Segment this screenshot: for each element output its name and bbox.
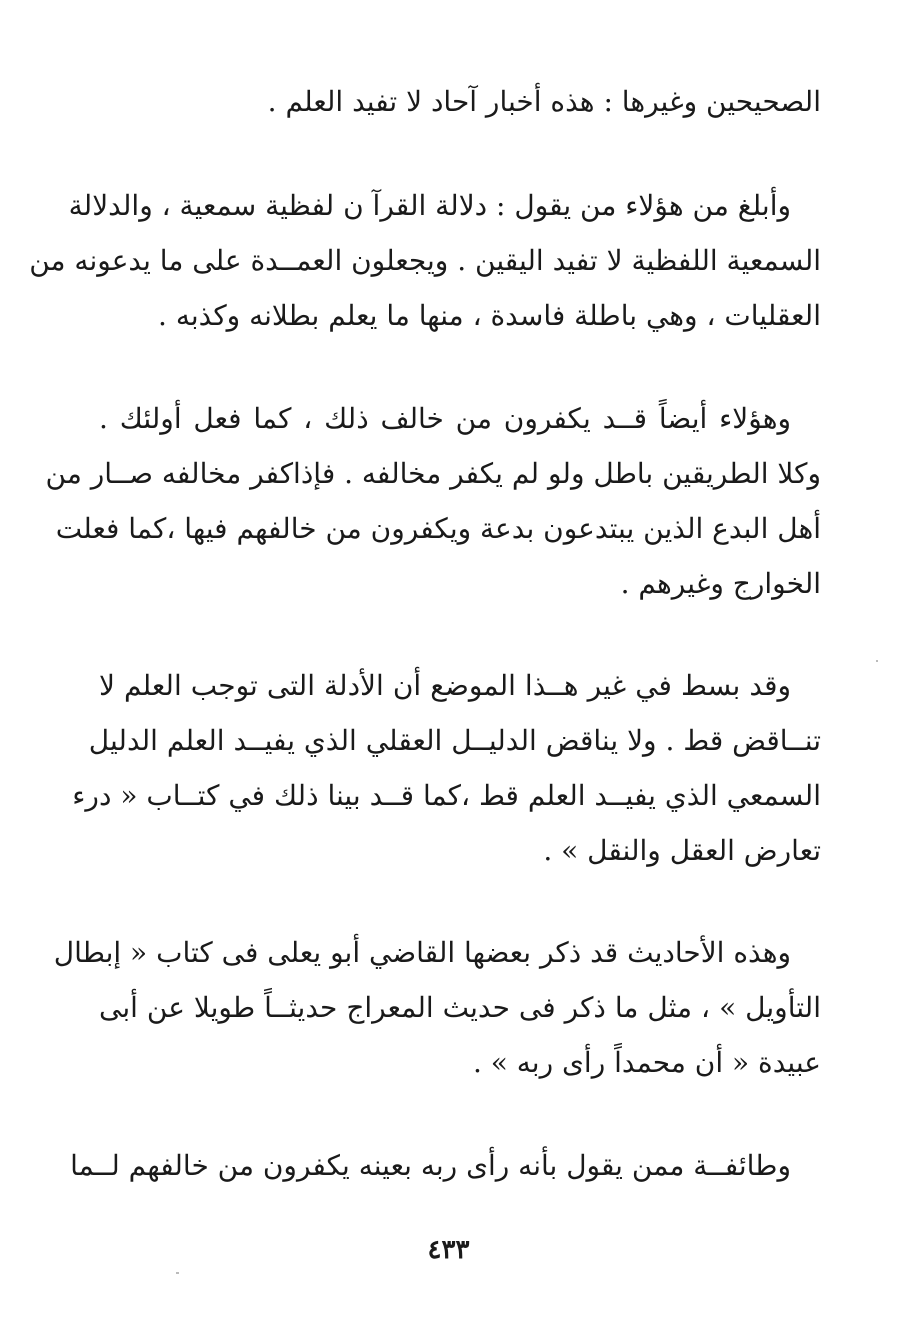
text-line: تنــاقض قط . ولا يناقض الدليــل العقلي الذي يفيــد العلم الدليل [88,724,821,757]
text-line: وأبلغ من هؤلاء من يقول : دلالة القرآ ن لفظية سمعية ، والدلالة [68,189,791,222]
text-line: وهذه الأحاديث قد ذكر بعضها القاضي أبو يعلى فى كتاب « إبطال [53,936,791,969]
text-line: تعارض العقل والنقل » . [543,834,821,867]
text-line: وطائفــة ممن يقول بأنه رأى ربه بعينه يكفرون من خالفهم لــما [70,1149,791,1182]
text-line: الصحيحين وغيرها : هذه أخبار آحاد لا تفيد العلم . [267,85,821,118]
scan-speck [876,660,878,662]
text-line: وهؤلاء أيضاً قــد يكفرون من خالف ذلك ، كما فعل أولئك . [99,402,791,435]
text-line: العقليات ، وهي باطلة فاسدة ، منها ما يعلم بطلانه وكذبه . [158,299,821,332]
page-number: ٤٣٣ [427,1235,470,1265]
text-line: التأويل » ، مثل ما ذكر فى حديث المعراج حديثــاً طويلا عن أبى [99,991,821,1024]
text-line: الخوارج وغيرهم . [620,567,821,600]
text-line: السمعية اللفظية لا تفيد اليقين . ويجعلون العمــدة على ما يدعونه من [29,244,821,277]
text-line: عبيدة « أن محمداً رأى ربه » . [472,1046,821,1079]
text-line: وكلا الطريقين باطل ولو لم يكفر مخالفه . فإذاكفر مخالفه صــار من [45,457,821,490]
text-line: السمعي الذي يفيــد العلم قط ،كما قــد بينا ذلك في كتــاب « درء [72,779,821,812]
scan-speck [176,1272,179,1274]
text-line: وقد بسط في غير هــذا الموضع أن الأدلة التى توجب العلم لا [99,669,791,702]
text-line: أهل البدع الذين يبتدعون بدعة ويكفرون من خالفهم فيها ،كما فعلت [55,512,821,545]
